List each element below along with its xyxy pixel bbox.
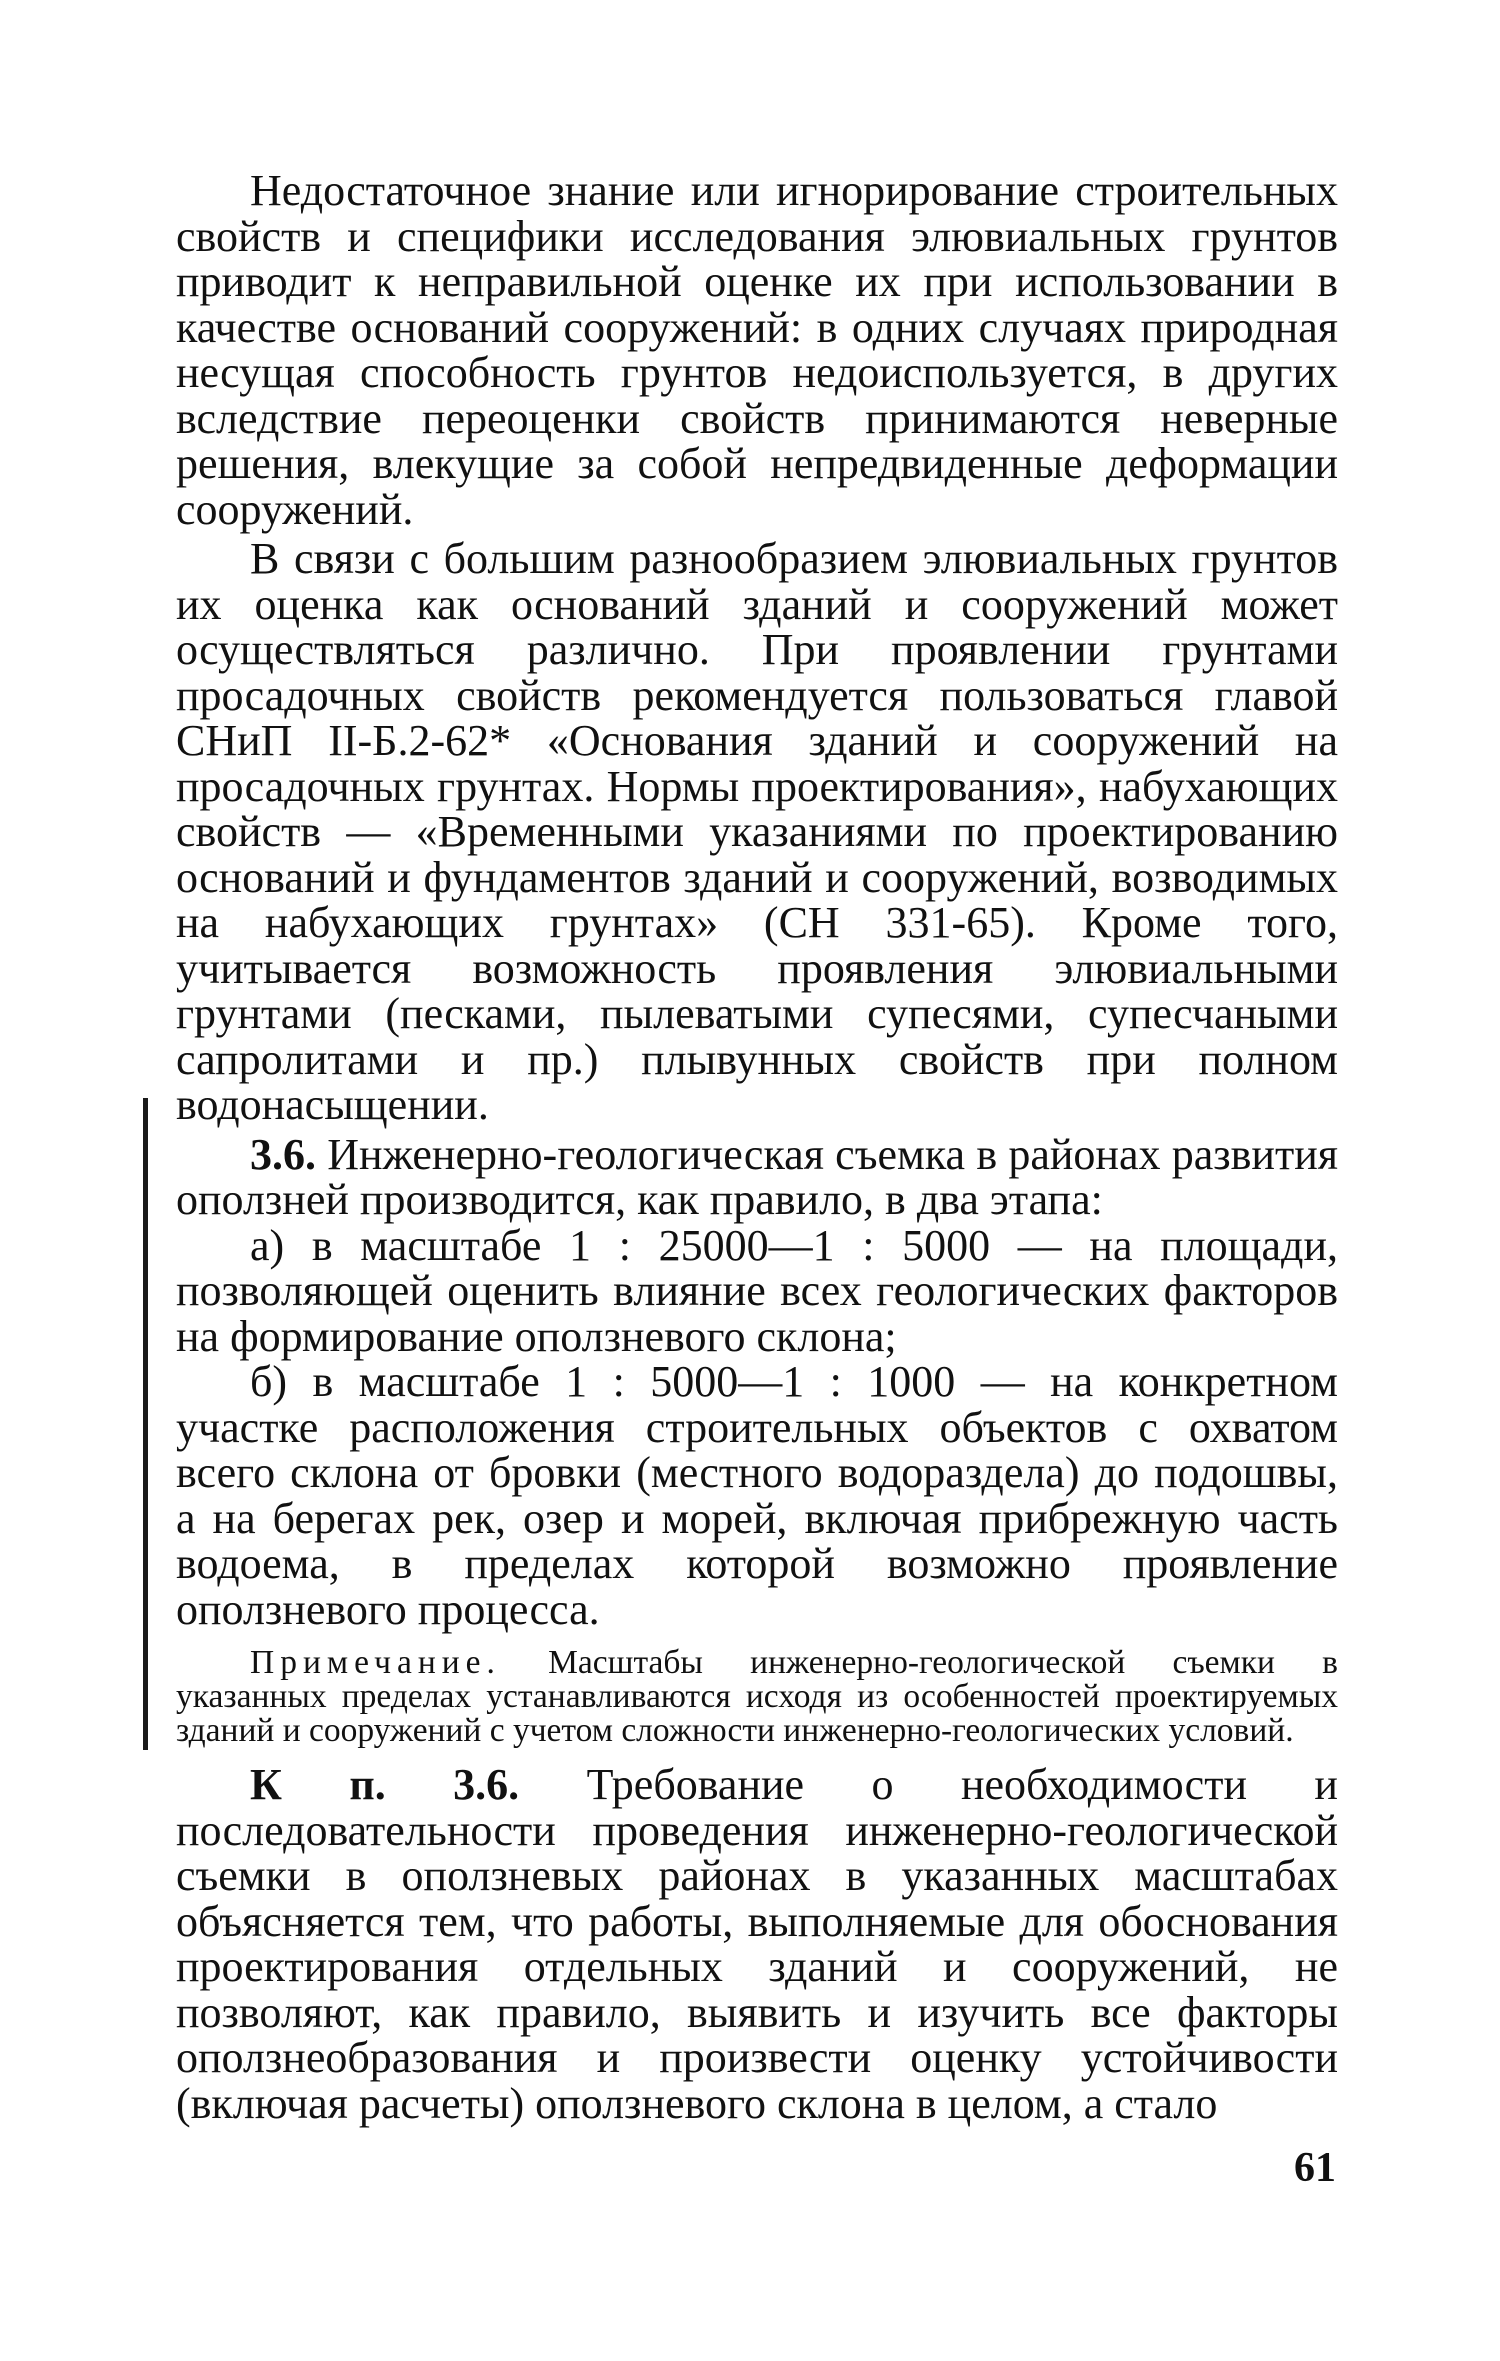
section-number: 3.6. [250, 1129, 316, 1179]
note [176, 1646, 1338, 1748]
item-b: б) в масштабе 1 : 5000—1 : 1000 — на конкретном участке расположения строительных объектов с охватом всего склона от бровки (местного водораздела) до подошвы, а на берегах рек, озер и морей, включая прибрежную часть водоема, в пределах которой возможно проявление оползневого процесса. [176, 1357, 1338, 1634]
note-label: Примечание. [250, 1644, 501, 1681]
commentary-number: К п. 3.6. [250, 1760, 520, 1809]
paragraph-2: В связи с большим разнообразием элювиальных грунтов их оценка как оснований зданий и сооружений может осуществляться различно. При проявлении грунтами просадочных свойств рекомендуется пользоваться главой СНиП II-Б.2-62* «Основания зданий и сооружений на просадочных грунтах. Нормы проектирования», набухающих свойств — «Временными указаниями по проектированию оснований и фундаментов зданий и сооружений, возводимых на набухающих грунтах» (СН 331-65). Кроме того, учитывается возможность проявления элювиальными грунтами (песками, пылеватыми супесями, супесчаными сапролитами и пр.) плывунных свойств при полном водонасыщении. [176, 534, 1338, 1129]
commentary-3-6 [176, 1762, 1338, 2126]
margin-change-bar [143, 1098, 148, 1750]
page-number: 61 [1294, 2145, 1336, 2191]
page-text [176, 168, 1338, 2126]
commentary-text: Требование о необходимости и последовательности проведения инженерно-геологической съемки в оползневых районах в указанных масштабах объясняется тем, что работы, выполняемые для обоснования проектирования отдельных зданий и сооружений, не позволяют, как правило, выявить и изучить все факторы оползнеобразования и произвести оценку устойчивости (включая расчеты) оползневого склона в целом, а стало [176, 1760, 1338, 2128]
item-a: а) в масштабе 1 : 25000—1 : 5000 — на площади, позволяющей оценить влияние всех геологических факторов на формирование оползневого склона; [176, 1220, 1338, 1361]
section-3-6 [176, 1129, 1338, 1224]
note-text: Масштабы инженерно-геологической съемки в указанных пределах устанавливаются исходя из особенностей проектируемых зданий и сооружений с учетом сложности инженерно-геологических условий. [176, 1644, 1338, 1749]
paragraph-1: Недостаточное знание или игнорирование строительных свойств и специфики исследования элювиальных грунтов приводит к неправильной оценке их при использовании в качестве оснований сооружений: в одних случаях природная несущая способность грунтов недоиспользуется, в других вследствие переоценки свойств принимаются неверные решения, влекущие за собой непредвиденные деформации сооружений. [176, 166, 1338, 534]
section-text: Инженерно-геологическая съемка в районах развития оползней производится, как правило, в два этапа: [176, 1129, 1338, 1224]
